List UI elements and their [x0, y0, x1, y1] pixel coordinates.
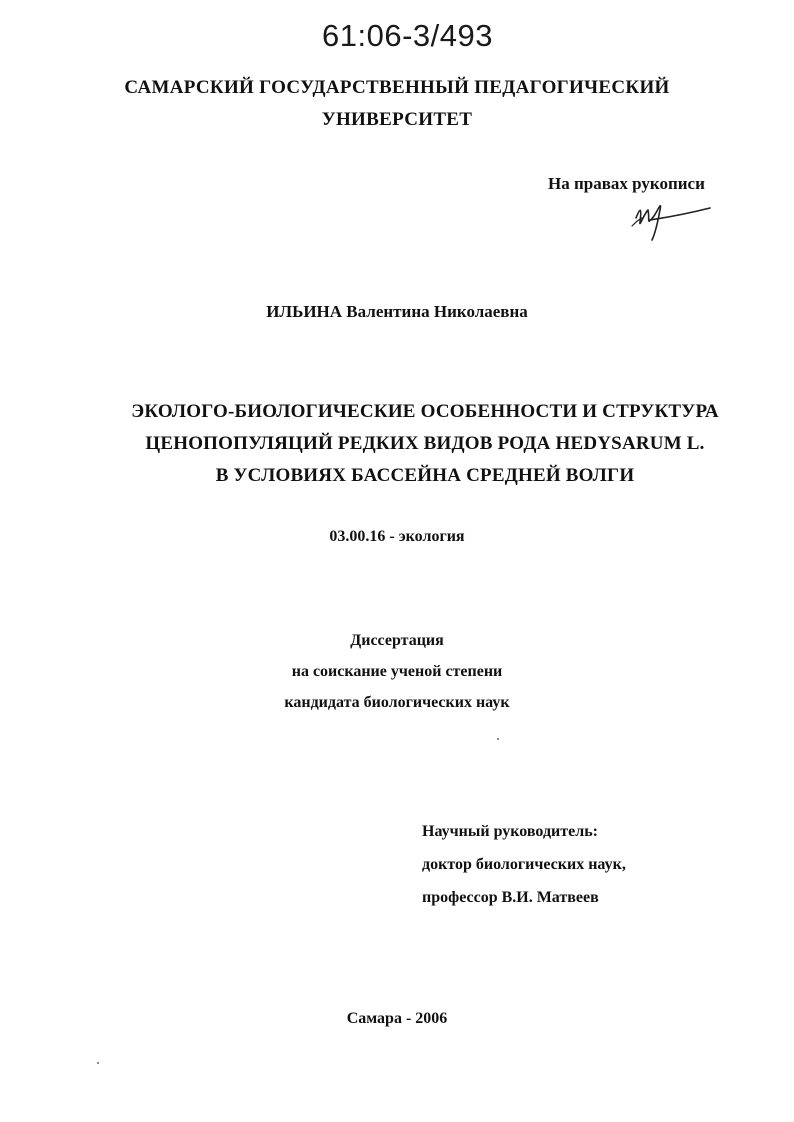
scan-speck — [497, 738, 499, 740]
scan-speck — [97, 1062, 99, 1064]
signature-icon — [628, 192, 718, 244]
university-name — [0, 72, 794, 136]
title-line-1: ЭКОЛОГО-БИОЛОГИЧЕСКИЕ ОСОБЕННОСТИ И СТРУКТУРА — [131, 401, 719, 422]
dissertation-title — [105, 396, 745, 492]
supervisor-line-3: профессор В.И. Матвеев — [422, 889, 599, 906]
supervisor-line-1: Научный руководитель: — [422, 823, 598, 840]
degree-line-3: кандидата биологических наук — [284, 694, 510, 711]
supervisor-line-2: доктор биологических наук, — [422, 856, 626, 873]
author-name: ИЛЬИНА Валентина Николаевна — [266, 302, 528, 321]
title-line-3: В УСЛОВИЯХ БАССЕЙНА СРЕДНЕЙ ВОЛГИ — [215, 465, 635, 486]
degree-block — [0, 625, 794, 718]
catalog-number: 61:06-3/493 — [322, 18, 493, 53]
degree-line-1: Диссертация — [350, 632, 444, 649]
university-line-1: САМАРСКИЙ ГОСУДАРСТВЕННЫЙ ПЕДАГОГИЧЕСКИЙ — [124, 77, 670, 98]
degree-line-2: на соискание ученой степени — [291, 663, 503, 680]
supervisor-block — [422, 815, 742, 914]
place-and-year: Самара - 2006 — [346, 1010, 448, 1027]
manuscript-rights: На правах рукописи — [548, 174, 705, 193]
title-line-2: ЦЕНОПОПУЛЯЦИЙ РЕДКИХ ВИДОВ РОДА HEDYSARUM L. — [145, 433, 705, 454]
university-line-2: УНИВЕРСИТЕТ — [321, 109, 473, 130]
specialty-code: 03.00.16 - экология — [329, 528, 465, 545]
